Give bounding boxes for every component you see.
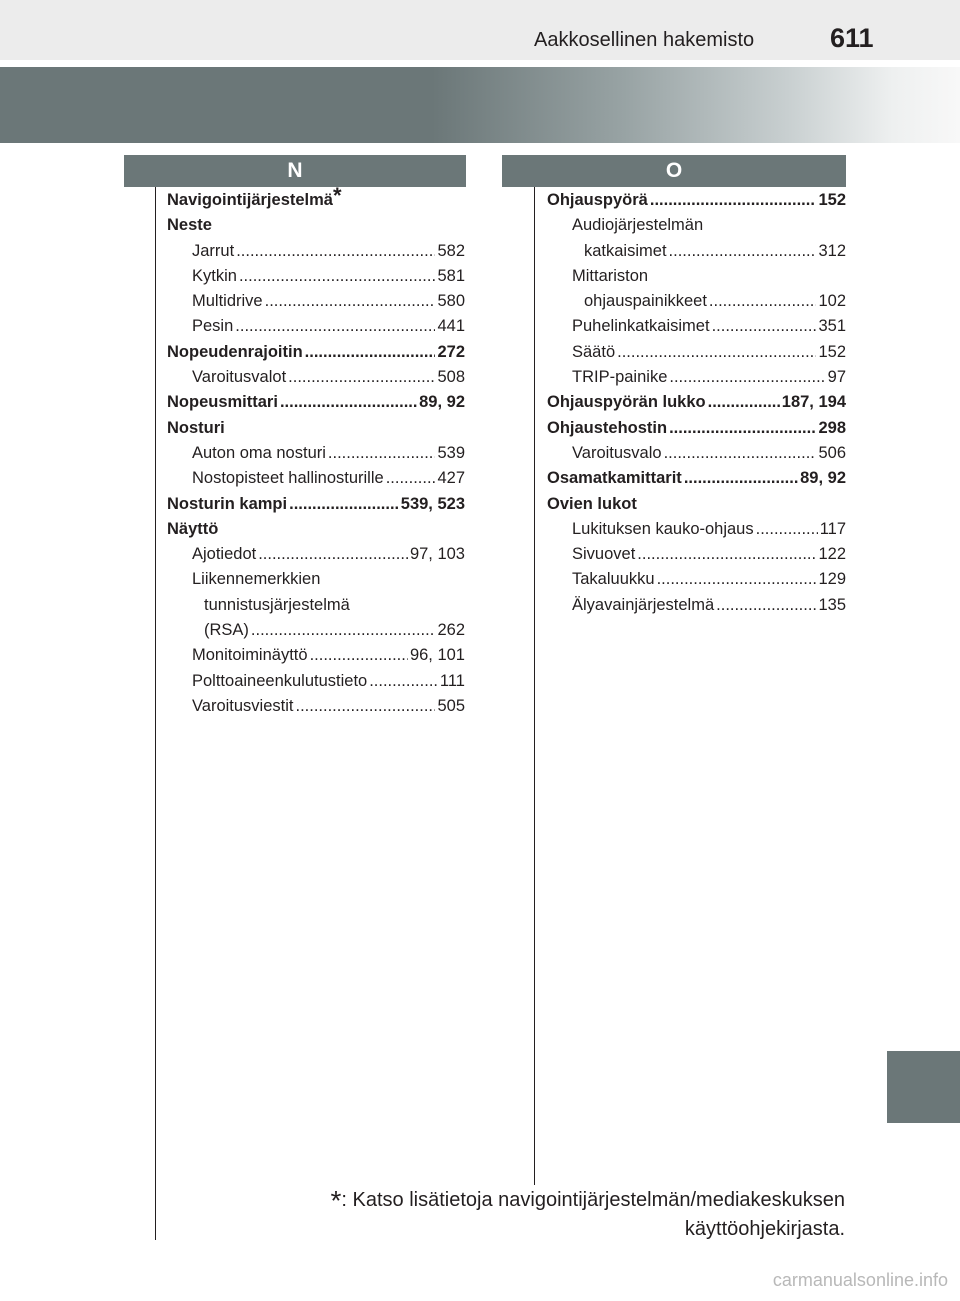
column-divider-left (155, 187, 156, 1240)
dot-leader (650, 188, 817, 213)
index-entry (547, 188, 846, 213)
entry-term-text: Osamatkamittarit (547, 469, 682, 488)
entry-term-text: Ohjauspyörän lukko (547, 393, 706, 412)
dot-leader (712, 314, 817, 339)
index-entry (547, 593, 846, 618)
entry-page-ref: 427 (437, 469, 465, 488)
dot-leader (684, 466, 798, 491)
index-entry (547, 314, 846, 339)
index-entry (167, 264, 465, 289)
entry-page-ref: 96, 101 (409, 646, 465, 665)
entry-page-ref: 581 (437, 266, 465, 285)
entry-term-text: Polttoaineenkulutustieto (192, 671, 368, 690)
entry-term (547, 188, 648, 213)
entry-page-ref: 272 (437, 342, 465, 361)
entry-page-ref: 312 (818, 241, 846, 260)
entry-term-text: Ohjauspyörä (547, 191, 648, 209)
index-entry (167, 365, 465, 390)
entry-term-text: Nosturi (167, 418, 225, 437)
entry-term-text: Nopeudenrajoitin (167, 342, 303, 361)
entry-term (572, 264, 648, 289)
index-entry (167, 239, 465, 264)
entry-page-ref: 441 (437, 317, 465, 336)
entry-term-text: Näyttö (167, 519, 219, 538)
entry-term-text: Navigointijärjestelmä (167, 191, 333, 209)
watermark: carmanualsonline.info (772, 1270, 948, 1290)
entry-term-text: Ovien lukot (547, 494, 637, 513)
entry-term (167, 183, 342, 213)
index-entry (167, 669, 465, 694)
entry-page-ref: 582 (437, 241, 465, 260)
index-entry (547, 441, 846, 466)
header-strip (0, 0, 960, 60)
entry-page-ref: 580 (437, 292, 465, 311)
index-entry (167, 314, 465, 339)
dot-leader (305, 340, 436, 365)
entry-page-ref: 298 (818, 418, 846, 437)
entry-term-text: Varoitusviestit (192, 696, 294, 715)
entry-page-ref: 111 (439, 671, 465, 690)
entry-term (572, 567, 655, 592)
dot-leader (669, 239, 817, 264)
entry-term (572, 213, 703, 238)
entry-term (192, 643, 308, 668)
entry-page-ref: 97 (827, 368, 846, 387)
entry-term (192, 289, 263, 314)
entry-term-text: katkaisimet (584, 241, 667, 260)
entry-term (167, 492, 287, 517)
entry-page-ref: 187, 194 (781, 393, 846, 412)
entry-page-ref: 129 (818, 570, 846, 589)
entry-term (192, 365, 286, 390)
dot-leader (289, 492, 399, 517)
index-entry (547, 264, 846, 289)
dot-leader (328, 441, 436, 466)
index-entry (547, 416, 846, 441)
entry-term-text: Neste (167, 216, 212, 235)
entry-term (192, 314, 233, 339)
entry-term-text: Nostopisteet hallinosturille (192, 469, 384, 488)
entry-term (572, 441, 662, 466)
entry-term (192, 542, 256, 567)
entry-term-text: Nopeusmittari (167, 393, 278, 412)
entry-term (167, 340, 303, 365)
entry-term-text: (RSA) (204, 621, 249, 640)
dot-leader (288, 365, 435, 390)
index-entry (167, 542, 465, 567)
entry-term (167, 390, 278, 415)
index-entry (167, 492, 465, 517)
entry-page-ref: 89, 92 (419, 393, 465, 412)
entry-page-ref: 506 (818, 443, 846, 462)
entry-term-text: TRIP-painike (572, 368, 668, 387)
entry-term (192, 567, 320, 592)
footnote-text-1: : Katso lisätietoja navigointijärjestelmän/mediakeskuksen (341, 1189, 845, 1211)
entry-term (572, 542, 635, 567)
entry-page-ref: 122 (818, 545, 846, 564)
entry-term-text: Takaluukku (572, 570, 655, 589)
footnote-marker: * (330, 1185, 342, 1216)
index-entry (547, 466, 846, 491)
entry-page-ref: 152 (818, 342, 846, 361)
index-entry (547, 289, 846, 314)
entry-page-ref: 135 (818, 595, 846, 614)
dot-leader (664, 441, 817, 466)
entry-term-text: tunnistusjärjestelmä (204, 595, 350, 614)
entry-term (192, 694, 293, 719)
dot-leader (295, 694, 435, 719)
index-entry (167, 213, 465, 238)
entry-term (204, 593, 350, 618)
index-entry (167, 441, 465, 466)
dot-leader (669, 416, 816, 441)
entry-page-ref: 89, 92 (800, 469, 846, 488)
entry-term-text: Ajotiedot (192, 545, 257, 564)
entry-term-text: Varoitusvalo (572, 443, 662, 462)
page-number: 611 (830, 23, 874, 53)
entry-term-text: Sivuovet (572, 545, 636, 564)
entry-term (584, 239, 667, 264)
dot-leader (657, 567, 817, 592)
index-entry (167, 289, 465, 314)
index-entry (167, 390, 465, 415)
dot-leader (235, 314, 435, 339)
dot-leader (386, 466, 436, 491)
index-entry (547, 340, 846, 365)
dot-leader (369, 669, 438, 694)
entry-page-ref: 102 (818, 292, 846, 311)
index-entry (167, 567, 465, 592)
dot-leader (709, 289, 817, 314)
entry-term-text: Multidrive (192, 292, 263, 311)
entry-term-text: Varoitusvalot (192, 368, 287, 387)
index-entry (167, 517, 465, 542)
entry-term-text: Nosturin kampi (167, 494, 288, 513)
index-entry (167, 593, 465, 618)
entry-term (547, 390, 706, 415)
entry-page-ref: 351 (818, 317, 846, 336)
entry-term (192, 441, 326, 466)
entry-term (547, 492, 637, 517)
entry-term-text: Auton oma nosturi (192, 443, 326, 462)
entry-term (204, 618, 249, 643)
entry-term (192, 264, 237, 289)
entry-page-ref: 117 (819, 519, 846, 538)
entry-term-text: Monitoiminäyttö (192, 646, 308, 665)
entry-term-text: Jarrut (192, 241, 235, 260)
index-entry (167, 618, 465, 643)
index-entry (547, 239, 846, 264)
index-column-o (547, 188, 846, 618)
index-entry (167, 694, 465, 719)
index-entry (167, 466, 465, 491)
index-entry (167, 340, 465, 365)
dot-leader (258, 542, 408, 567)
entry-term (584, 289, 707, 314)
entry-term-text: Mittariston (572, 266, 649, 285)
index-entry (547, 365, 846, 390)
index-column-n (167, 183, 465, 719)
index-entry (167, 643, 465, 668)
entry-term-text: Liikennemerkkien (192, 570, 321, 589)
entry-page-ref: 152 (818, 191, 846, 209)
index-entry (547, 492, 846, 517)
footnote-line-1 (331, 1186, 846, 1215)
entry-term (192, 239, 234, 264)
index-entry (547, 567, 846, 592)
entry-page-ref: 508 (437, 368, 465, 387)
header-banner (0, 67, 960, 143)
index-entry (167, 183, 465, 213)
entry-term (572, 517, 754, 542)
entry-term (547, 416, 667, 441)
entry-term (167, 517, 218, 542)
dot-leader (708, 390, 780, 415)
entry-term-text: Pesin (192, 317, 234, 336)
entry-page-ref: 262 (437, 621, 465, 640)
index-entry (547, 390, 846, 415)
entry-term-text: Audiojärjestelmän (572, 216, 704, 235)
index-entry (547, 213, 846, 238)
dot-leader (265, 289, 436, 314)
dot-leader (239, 264, 436, 289)
column-divider-middle (534, 187, 535, 1185)
dot-leader (637, 542, 816, 567)
dot-leader (669, 365, 825, 390)
index-entry (547, 542, 846, 567)
section-header-o: O (502, 155, 846, 187)
dot-leader (251, 618, 436, 643)
entry-page-ref: 539, 523 (400, 494, 465, 513)
dot-leader (617, 340, 816, 365)
entry-term (572, 365, 667, 390)
footnote-marker: * (332, 183, 342, 208)
entry-term (572, 593, 714, 618)
entry-term (192, 669, 367, 694)
entry-term-text: ohjauspainikkeet (584, 292, 707, 311)
dot-leader (756, 517, 818, 542)
index-entry (547, 517, 846, 542)
entry-term-text: Puhelinkatkaisimet (572, 317, 710, 336)
footnote-line-2: käyttöohjekirjasta. (684, 1218, 845, 1240)
entry-term-text: Säätö (572, 342, 616, 361)
entry-term (167, 213, 212, 238)
header-title: Aakkosellinen hakemisto (534, 29, 755, 51)
entry-page-ref: 539 (437, 443, 465, 462)
section-header-n: N (124, 155, 466, 187)
entry-term-text: Älyavainjärjestelmä (572, 595, 715, 614)
dot-leader (280, 390, 417, 415)
entry-term (572, 314, 710, 339)
entry-term (547, 466, 682, 491)
entry-term (167, 416, 225, 441)
footnote (331, 1186, 846, 1243)
index-entry (167, 416, 465, 441)
entry-term (572, 340, 615, 365)
entry-term-text: Kytkin (192, 266, 237, 285)
entry-page-ref: 505 (437, 696, 465, 715)
entry-term-text: Lukituksen kauko-ohjaus (572, 519, 754, 538)
dot-leader (310, 643, 408, 668)
dot-leader (236, 239, 435, 264)
entry-term (192, 466, 384, 491)
dot-leader (716, 593, 816, 618)
entry-term-text: Ohjaustehostin (547, 418, 668, 437)
thumb-index-tab (887, 1051, 960, 1123)
entry-page-ref: 97, 103 (409, 545, 465, 564)
